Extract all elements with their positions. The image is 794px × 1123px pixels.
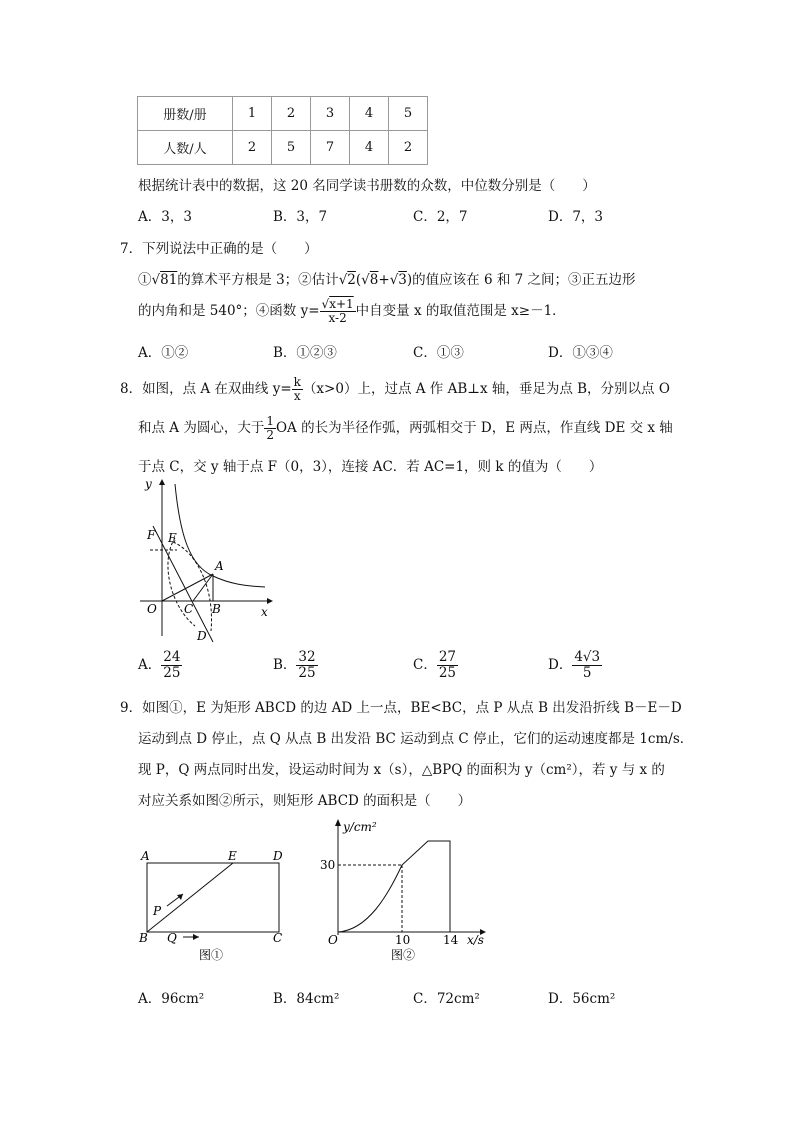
option-fraction xyxy=(437,650,458,681)
table-row xyxy=(138,131,428,165)
q9-option-c[interactable]: C．72cm² xyxy=(413,991,480,1007)
q9-option-b[interactable]: B．84cm² xyxy=(273,991,340,1007)
text-span: )的值应该在 6 和 7 之间；③正五边形 xyxy=(406,272,636,288)
q9-graph-figure xyxy=(318,815,493,970)
table-cell: 册数/册 xyxy=(138,97,233,131)
radicand: 2 xyxy=(347,272,356,288)
table-cell: 4 xyxy=(350,97,389,131)
table-row xyxy=(138,97,428,131)
fraction-denominator: 25 xyxy=(163,664,181,681)
area-curve xyxy=(338,841,450,932)
q8-option-b[interactable] xyxy=(273,650,318,681)
option-letter: D． xyxy=(548,656,573,673)
table-cell: 5 xyxy=(389,97,428,131)
y-axis-arrow xyxy=(159,479,165,485)
q8-line-3: 于点 C，交 y 轴于点 F（0，3），连接 AC．若 AC=1，则 k 的值为（ ） xyxy=(138,459,603,475)
fraction-denominator: 5 xyxy=(582,664,592,681)
q9-line-1 xyxy=(120,696,682,716)
y-axis-label: y/cm² xyxy=(343,820,377,834)
point-f-label: F xyxy=(147,528,156,542)
fraction-numerator: 4√3 xyxy=(574,649,601,665)
fraction-denominator: 25 xyxy=(298,664,316,681)
q6-option-a[interactable]: A．3，3 xyxy=(138,209,192,225)
option-letter: C． xyxy=(413,656,437,673)
sqrt-sign: √ xyxy=(338,272,348,288)
table-cell: 2 xyxy=(272,97,311,131)
sqrt-sign: √ xyxy=(389,272,399,288)
q6-stem: 根据统计表中的数据，这 20 名同学读书册数的众数，中位数分别是（ ） xyxy=(138,178,596,194)
text-span: 的内角和是 540°；④函数 y= xyxy=(138,303,320,320)
q9-line-4: 对应关系如图②所示，则矩形 ABCD 的面积是（ ） xyxy=(138,793,472,809)
stats-table xyxy=(137,96,428,165)
fraction-numerator: k xyxy=(293,375,301,389)
q8-line-1 xyxy=(120,376,670,403)
text-span: 中自变量 x 的取值范围是 x≥－1． xyxy=(355,303,566,320)
table-cell: 2 xyxy=(233,131,272,165)
x-axis-label: x/s xyxy=(467,933,484,947)
origin-label: O xyxy=(328,933,338,947)
text-span: 如图①，E 为矩形 ABCD 的边 AD 上一点，BE<BC，点 P 从点 B 出发沿折线 B－E－D xyxy=(142,700,682,716)
q9-line-2: 运动到点 D 停止，点 Q 从点 B 出发沿 BC 运动到点 C 停止，它们的运动速度都是 1cm/s． xyxy=(138,731,694,747)
figure-1-caption: 图① xyxy=(199,948,224,962)
x-tick-10: 10 xyxy=(395,933,411,947)
fraction-denominator: x xyxy=(293,389,301,404)
q9-rectangle-figure xyxy=(135,845,295,970)
table-cell: 7 xyxy=(311,131,350,165)
sqrt-sign: √ xyxy=(361,272,370,288)
q9-line-3: 现 P，Q 两点同时出发，设运动时间为 x（s），△BPQ 的面积为 y（cm²），若 y 与 x 的 xyxy=(138,762,665,778)
text-span: 如图，点 A 在双曲线 y= xyxy=(142,381,292,398)
q9-number: 9． xyxy=(120,700,143,716)
option-fraction xyxy=(161,650,182,681)
q7-stem xyxy=(120,237,318,257)
table-cell: 4 xyxy=(350,131,389,165)
x-tick-14: 14 xyxy=(443,933,459,947)
fraction-numerator: √x+1 xyxy=(321,297,354,311)
point-q-label: Q xyxy=(167,931,177,945)
q8-number: 8． xyxy=(120,381,143,398)
q7-option-a[interactable]: A．①② xyxy=(138,345,189,361)
x-axis-arrow xyxy=(267,598,273,604)
table-cell: 5 xyxy=(272,131,311,165)
x-axis-label: x xyxy=(261,605,268,619)
fraction-denominator: x-2 xyxy=(328,311,347,326)
q6-option-c[interactable]: C．2，7 xyxy=(413,209,468,225)
point-a-label: A xyxy=(141,849,150,863)
q8-line-2 xyxy=(138,415,673,442)
fraction-numerator: 32 xyxy=(298,649,316,665)
table-cell: 3 xyxy=(311,97,350,131)
q7-stem-text: 下列说法中正确的是（ ） xyxy=(142,241,318,257)
q9-option-d[interactable]: D．56cm² xyxy=(548,991,616,1007)
point-b-label: B xyxy=(139,931,148,945)
table-cell: 人数/人 xyxy=(138,131,233,165)
text-span: OA 的长为半径作弧，两弧相交于 D，E 两点，作直线 DE 交 x 轴 xyxy=(275,420,673,437)
segment-ac xyxy=(193,574,213,601)
point-c-label: C xyxy=(184,602,194,616)
sqrt-sign: √ xyxy=(151,272,161,288)
text-span: 和点 A 为圆心，大于 xyxy=(138,420,265,437)
q9-option-a[interactable]: A．96cm² xyxy=(138,991,205,1007)
origin-label: O xyxy=(147,602,157,616)
text-span: ( xyxy=(355,272,362,288)
q-arrow-head xyxy=(193,934,199,940)
segment-oa xyxy=(162,574,213,601)
option-fraction xyxy=(296,650,317,681)
point-b-label: B xyxy=(212,602,221,616)
text-span: 的算术平方根是 3；②估计 xyxy=(177,272,339,288)
table-cell: 2 xyxy=(389,131,428,165)
q6-option-d[interactable]: D．7，3 xyxy=(548,209,604,225)
y-axis-arrow xyxy=(335,819,341,826)
point-e-label: E xyxy=(168,531,177,545)
figure-2-caption: 图② xyxy=(391,948,416,962)
text-span: + xyxy=(378,272,390,288)
radicand: 3 xyxy=(398,272,407,288)
q8-option-c[interactable] xyxy=(413,650,458,681)
q7-option-b[interactable]: B．①②③ xyxy=(273,345,337,361)
point-c-label: C xyxy=(273,931,283,945)
option-letter: B． xyxy=(273,656,297,673)
q8-option-a[interactable] xyxy=(138,650,182,681)
hyperbola-fraction xyxy=(292,376,303,403)
radicand: 8 xyxy=(369,272,379,288)
q7-option-c[interactable]: C．①③ xyxy=(413,345,464,361)
fraction-denominator: 25 xyxy=(438,664,457,681)
function-fraction xyxy=(320,298,356,325)
table-cell: 1 xyxy=(233,97,272,131)
q7-line-2 xyxy=(138,298,566,325)
fraction-numerator: 24 xyxy=(163,649,181,665)
q7-number: 7． xyxy=(120,241,143,257)
fraction-numerator: 27 xyxy=(438,649,457,665)
text-span: （x>0）上，过点 A 作 AB⊥x 轴，垂足为点 B，分别以点 O xyxy=(302,381,670,398)
q7-line-1 xyxy=(138,268,636,288)
radicand: x+1 xyxy=(329,297,354,311)
fraction-denominator: 2 xyxy=(266,428,274,443)
statement-mark: ① xyxy=(138,272,152,288)
point-e-label: E xyxy=(228,849,237,863)
point-d-label: D xyxy=(273,849,283,863)
option-fraction xyxy=(572,650,602,681)
option-letter: A． xyxy=(138,656,162,673)
p-arrow-head xyxy=(177,894,183,900)
radicand: 81 xyxy=(160,272,178,288)
q6-option-b[interactable]: B．3，7 xyxy=(273,209,328,225)
segment-be xyxy=(147,863,233,932)
point-d-label: D xyxy=(197,629,207,643)
q8-hyperbola-figure xyxy=(135,476,280,646)
q7-option-d[interactable]: D．①③④ xyxy=(548,345,613,361)
point-p-label: P xyxy=(153,904,162,918)
rectangle-abcd xyxy=(147,863,279,932)
q8-option-d[interactable] xyxy=(548,650,602,681)
point-a-label: A xyxy=(215,559,224,573)
y-tick-30: 30 xyxy=(320,858,336,872)
y-axis-label: y xyxy=(145,477,152,491)
half-fraction xyxy=(264,415,276,442)
fraction-numerator: 1 xyxy=(266,414,274,428)
